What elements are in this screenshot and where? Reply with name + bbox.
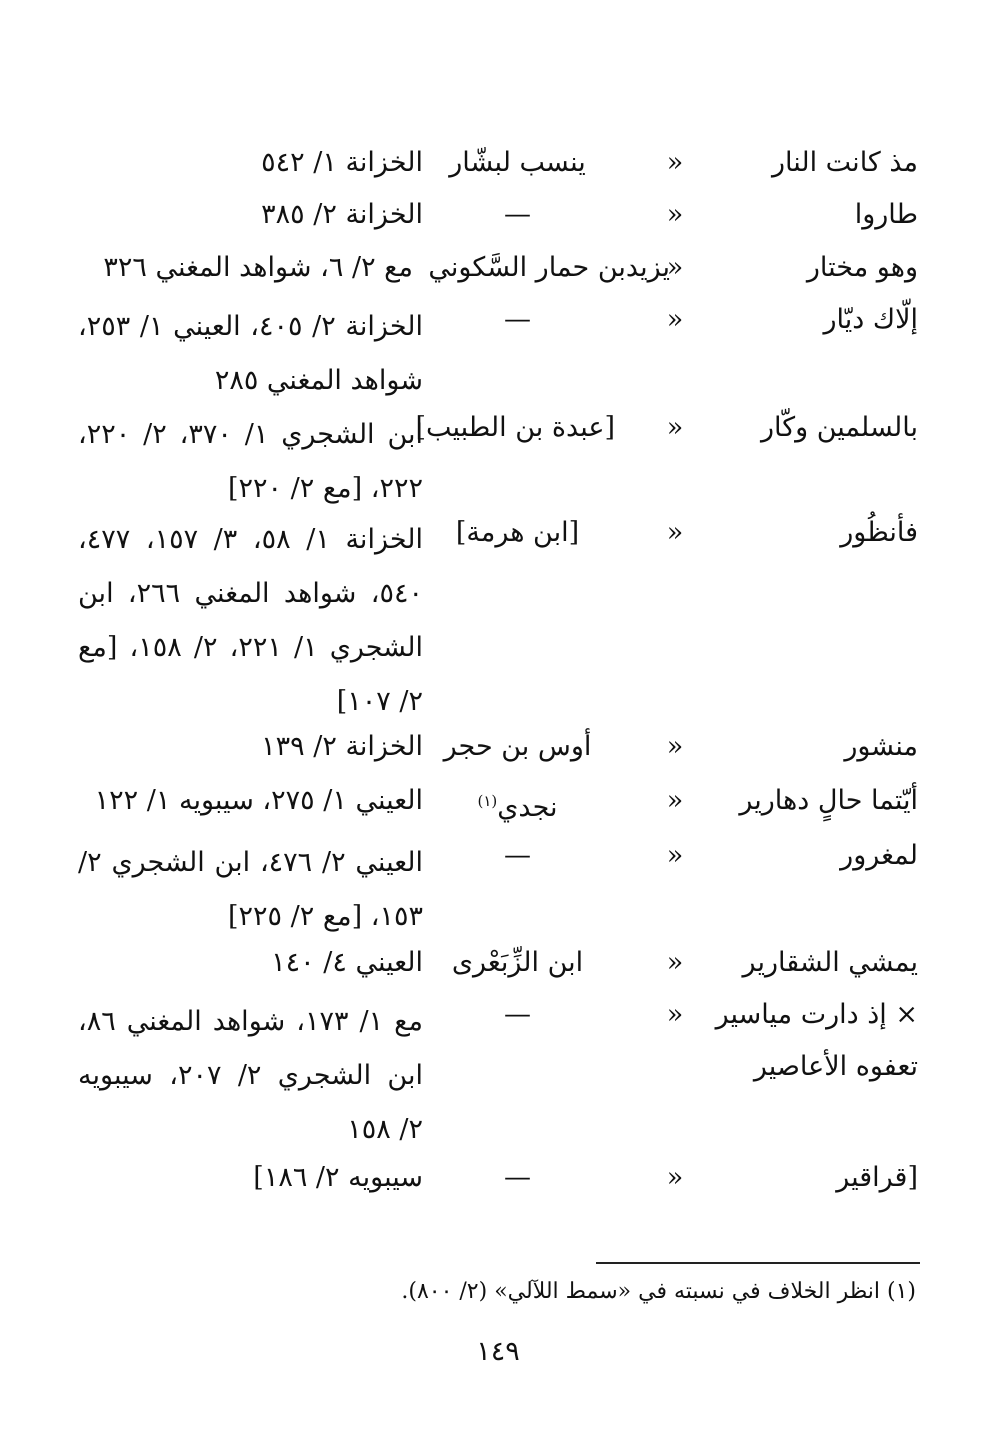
table-row [0,995,996,1145]
footnote: (١) انظر الخلاف في نسبته في «سمط اللآلي» (٢/ ٨٠٠). [401,1279,916,1304]
footnote-ref: (١) [477,792,498,810]
rhyme-word: × إذ دارت مياسير [715,999,918,1030]
rhyme-word: بالسلمين وكّار [760,412,918,443]
rhyme-word: [قراقير [836,1162,918,1193]
poet-name: ينسب لبشّار [449,147,586,178]
ditto-mark: « [666,785,684,816]
rhyme-word: منشور [844,731,918,762]
poet-name: — [504,199,531,230]
poet-name: — [504,840,531,871]
poet-name: يزيدبن حمار السَّكوني [428,252,670,283]
source-ref: العيني ٢/ ٤٧٦، ابن الشجري ٢/ ١٥٣، [مع ٢/ ٢٢٥] [78,847,423,932]
source-ref: العيني ١/ ٢٧٥، سيبويه ١/ ١٢٢ [94,785,423,816]
source-ref: العيني ٤/ ١٤٠ [271,947,423,978]
ditto-mark: « [666,840,684,871]
source-ref: الخزانة ٢/ ٣٨٥ [261,199,423,230]
table-row [0,781,996,831]
source-ref: مع ٢/ ٦، شواهد المغني ٣٢٦ [103,252,413,283]
poet-name: [عبدة بن الطبيب] [415,412,615,443]
ditto-mark: « [666,731,684,762]
rhyme-word: إلّاك ديّار [823,304,918,335]
rhyme-word: يمشي الشقارير [742,947,918,978]
poet-name [420,781,615,828]
source-ref: مع ١/ ١٧٣، شواهد المغني ٨٦، ابن الشجري ٢/ ٢٠٧، سيبويه ٢/ ١٥٨ [78,1006,424,1145]
table-row [0,943,996,993]
page-number: ١٤٩ [476,1336,520,1367]
source-ref: الخزانة ١/ ٥٨، ٣/ ١٥٧، ٤٧٧، ٥٤٠، شواهد المغني ٢٦٦، ابن الشجري ١/ ٢٢١، ٢/ ١٥٨، [مع ٢/ ١٠٧] [78,524,424,717]
table-row [0,300,996,396]
table-row [0,195,996,245]
poet-name: — [504,999,531,1030]
rhyme-word-continued: تعفوه الأعاصير [753,1051,918,1082]
table-row [0,727,996,777]
ditto-mark: « [666,199,684,230]
table-row [0,143,996,193]
footnote-divider [596,1262,920,1264]
ditto-mark: « [666,304,684,335]
poet-name: — [504,1162,531,1193]
rhyme-word: وهو مختار [806,252,918,283]
ditto-mark: « [666,517,684,548]
source-ref: الخزانة ٢/ ١٣٩ [261,731,423,762]
ditto-mark: « [666,252,684,283]
ditto-mark: « [666,999,684,1030]
poet-name: — [504,304,531,335]
ditto-mark: « [666,947,684,978]
rhyme-word: أيّتما حالٍ دهارير [739,785,918,816]
rhyme-word: لمغرور [840,840,918,871]
source-ref: ابن الشجري ١/ ٣٧٠، ٢/ ٢٢٠، ٢٢٢، [مع ٢/ ٢٢٠] [78,419,424,504]
table-row [0,408,996,504]
ditto-mark: « [666,1162,684,1193]
source-ref: سيبويه ٢/ ١٨٦] [253,1162,423,1193]
source-ref: الخزانة ١/ ٥٤٢ [261,147,423,178]
rhyme-word: فأنظُور [840,517,918,548]
rhyme-word: طاروا [854,199,918,230]
table-row [0,836,996,932]
rhyme-word: مذ كانت النار [771,147,918,178]
poet-name: [ابن هرمة] [455,517,580,548]
ditto-mark: « [666,147,684,178]
poet-name: أوس بن حجر [443,731,592,762]
table-row [0,513,996,717]
poet-name: ابن الزِّبَعْرى [451,947,584,978]
source-ref: الخزانة ٢/ ٤٠٥، العيني ١/ ٢٥٣، شواهد المغني ٢٨٥ [78,311,423,396]
poet-name-text: نجدي [497,792,558,823]
table-row [0,1158,996,1208]
ditto-mark: « [666,412,684,443]
table-row [0,248,996,298]
